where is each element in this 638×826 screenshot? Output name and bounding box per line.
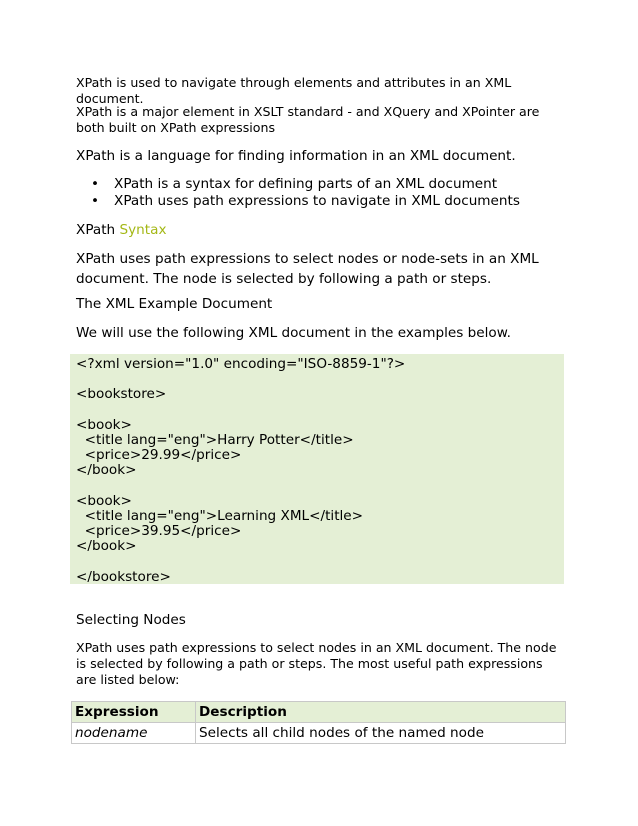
example-document-heading: The XML Example Document bbox=[76, 296, 273, 312]
list-item-text: XPath uses path expressions to navigate in XML documents bbox=[114, 193, 520, 209]
header-expression: Expression bbox=[72, 702, 196, 723]
paragraph-selecting-nodes: XPath uses path expressions to select nodes in an XML document. The node is selected by following a path or steps. The most useful path expressions are listed below: bbox=[76, 640, 557, 687]
syntax-link[interactable]: Syntax bbox=[119, 222, 167, 238]
list-item bbox=[76, 176, 566, 193]
bullet-icon: • bbox=[91, 193, 100, 209]
paragraph-language: XPath is a language for finding information in an XML document. bbox=[76, 148, 516, 164]
selecting-nodes-heading: Selecting Nodes bbox=[76, 612, 186, 628]
syntax-heading-prefix: XPath bbox=[76, 222, 120, 238]
syntax-heading bbox=[76, 220, 566, 240]
paragraph-example-intro: We will use the following XML document in the examples below. bbox=[76, 325, 511, 341]
header-description: Description bbox=[196, 702, 566, 723]
xml-code: <?xml version="1.0" encoding="ISO-8859-1"?> <bookstore> <book> <title lang="eng">Harry Potter</title> <price>29.99</price> </book> <book> <title lang="eng">Learning XML</title> <price>39.95</price> </book> </bookstore> bbox=[76, 356, 406, 585]
paragraph-path-expressions: XPath uses path expressions to select nodes or node-sets in an XML document. The node is selected by following a path or steps. bbox=[76, 251, 539, 287]
paragraph-xslt: XPath is a major element in XSLT standard - and XQuery and XPointer are both built on XPath expressions bbox=[76, 104, 540, 135]
expression-table bbox=[71, 701, 566, 744]
list-item-text: XPath is a syntax for defining parts of an XML document bbox=[114, 176, 498, 192]
cell-expression: nodename bbox=[72, 723, 196, 744]
table-row bbox=[72, 723, 566, 744]
paragraph-intro: XPath is used to navigate through elements and attributes in an XML document. bbox=[76, 75, 512, 106]
list-item bbox=[76, 193, 566, 210]
cell-description: Selects all child nodes of the named node bbox=[196, 723, 566, 744]
table-header-row bbox=[72, 702, 566, 723]
bullet-icon: • bbox=[91, 176, 100, 192]
bullet-list bbox=[76, 176, 566, 210]
